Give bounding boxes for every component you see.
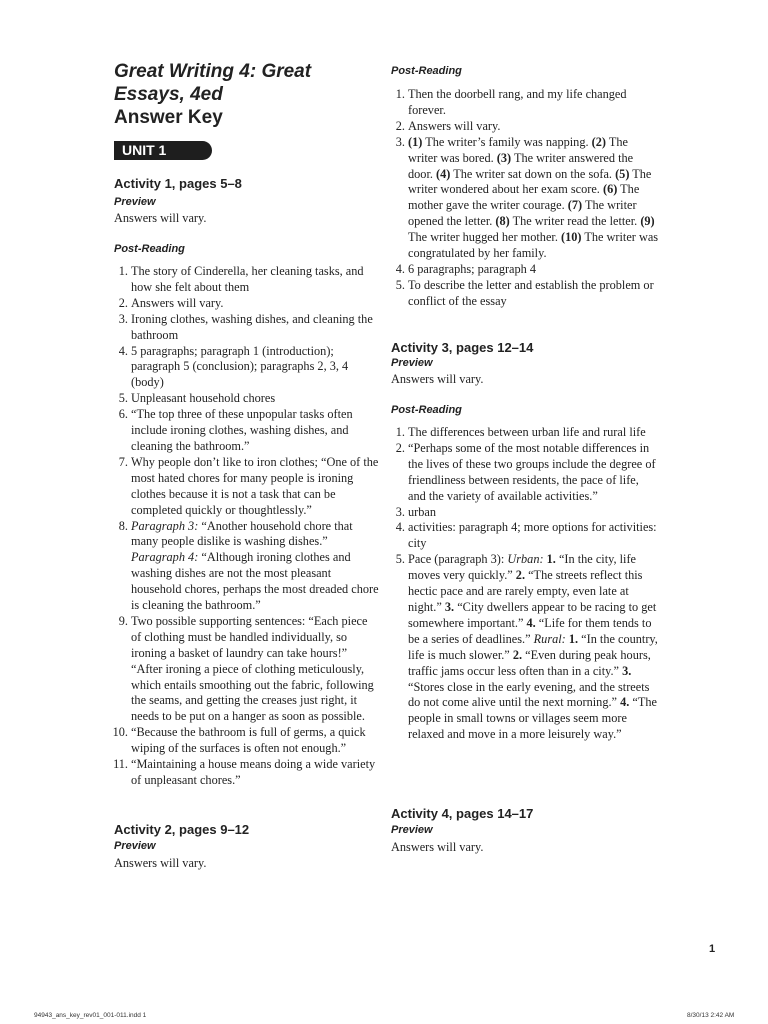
footer-file-name: 94943_ans_key_rev01_001-011.indd 1 <box>34 1012 147 1019</box>
list-item: 4. 5 paragraphs; paragraph 1 (introduction); paragraph 5 (conclusion); paragraphs 2, 3, 4 (body) <box>118 343 349 390</box>
activity1-preview-text: Answers will vary. <box>114 211 207 225</box>
list-item: 2. Answers will vary. <box>118 295 224 310</box>
activity1-post-label: Post-Reading <box>114 243 185 255</box>
activity2-preview-label: Preview <box>114 840 156 852</box>
list-item: 1. The story of Cinderella, her cleaning tasks, and how she felt about them <box>118 264 364 294</box>
activity3-preview-label: Preview <box>391 357 433 369</box>
list-item: 5. To describe the letter and establish the problem or conflict of the essay <box>395 277 654 308</box>
list-item: 4. 6 paragraphs; paragraph 4 <box>395 261 537 276</box>
list-item: 2. “Perhaps some of the most notable differences in the lives of these two groups include the degree of friendliness between residents, the pace of life, and the variety of available activities.” <box>395 440 656 503</box>
activity2-post-label: Post-Reading <box>391 65 462 77</box>
list-item: 9. Two possible supporting sentences: “Each piece of clothing must be handled individually, so ironing a basket of laundry can take hours!” “After ironing a piece of clothing meticulously, which entails smoothing out the fabric, following the seams, and getting the creases just right, it needs to be put on a hanger as soon as possible. <box>118 613 374 724</box>
page-number: 1 <box>709 943 716 955</box>
list-item: 5. Unpleasant household chores <box>118 391 276 406</box>
list-item: 6. “The top three of these unpopular tasks often include ironing clothes, washing dishes, and cleaning the bathroom.” <box>118 407 353 453</box>
activity1-heading: Activity 1, pages 5–8 <box>114 176 242 191</box>
list-item: 2. Answers will vary. <box>395 118 501 133</box>
list-item: 3. urban <box>395 504 436 519</box>
title-line-2: Essays, 4ed <box>114 84 223 105</box>
activity1-preview-label: Preview <box>114 196 156 208</box>
activity4-heading: Activity 4, pages 14–17 <box>391 806 534 821</box>
list-item: 4. activities: paragraph 4; more options for activities: city <box>395 520 657 551</box>
list-item: 8. Paragraph 3: “Another household chore that many people dislike is washing dishes.” Paragraph 4: “Although ironing clothes and washing dishes are not the most pleasant household chores, perhaps the most dreaded chore is cleaning the bathroom.” <box>118 518 379 613</box>
activity1-list <box>114 264 379 789</box>
list-item: 7. Why people don’t like to iron clothes; “One of the most hated chores for many people is ironing clothes because it is not a task that can be completed quickly or thoughtlessly.” <box>118 454 379 517</box>
title-line-3: Answer Key <box>114 107 223 128</box>
document-title <box>114 60 374 129</box>
activity3-preview-text: Answers will vary. <box>391 372 484 386</box>
list-item: 3. Ironing clothes, washing dishes, and cleaning the bathroom <box>118 311 373 342</box>
activity4-preview-text: Answers will vary. <box>391 840 484 854</box>
activity2-heading: Activity 2, pages 9–12 <box>114 822 250 837</box>
activity2-list <box>391 87 659 310</box>
list-item: 10. “Because the bathroom is full of germs, a quick wiping of the surfaces is often not enough.” <box>112 725 366 756</box>
list-item: 3. (1) The writer’s family was napping. (2) The writer was bored. (3) The writer answered the door. (4) The writer sat down on the sofa. (5) The writer wondered about her exam score. (6) The mother gave the writer courage. (7) The writer opened the letter. (8) The writer read the letter. (9) The writer hugged her mother. (10) The writer was congratulated by her family. <box>395 134 659 261</box>
footer-date: 8/30/13 2:42 AM <box>687 1012 735 1019</box>
list-item: 5. Pace (paragraph 3): Urban: 1. “In the city, life moves very quickly.” 2. “The streets reflect this hectic pace and are rarely empty, even late at night.” 3. “City dwellers appear to be racing to get somewhere important.” 4. “Life for them tends to be a series of deadlines.” Rural: 1. “In the country, life is much slower.” 2. “Even during peak hours, traffic jams occur less often than in a city.” 3. “Stores close in the early evening, and the streets do not come alive until the next morning.” 4. “The people in small towns or villages seem more relaxed and move in a more leisurely way.” <box>395 552 658 742</box>
activity4-preview-label: Preview <box>391 824 433 836</box>
list-item: 11. “Maintaining a house means doing a wide variety of unpleasant chores.” <box>113 757 376 787</box>
list-item: 1. Then the doorbell rang, and my life changed forever. <box>395 87 627 117</box>
unit-badge: UNIT 1 <box>114 141 212 160</box>
activity3-post-label: Post-Reading <box>391 404 462 416</box>
activity3-heading: Activity 3, pages 12–14 <box>391 340 534 355</box>
activity3-list <box>391 425 659 743</box>
list-item: 1. The differences between urban life and rural life <box>395 425 646 439</box>
activity2-preview-text: Answers will vary. <box>114 856 207 870</box>
title-line-1: Great Writing 4: Great <box>114 61 312 82</box>
